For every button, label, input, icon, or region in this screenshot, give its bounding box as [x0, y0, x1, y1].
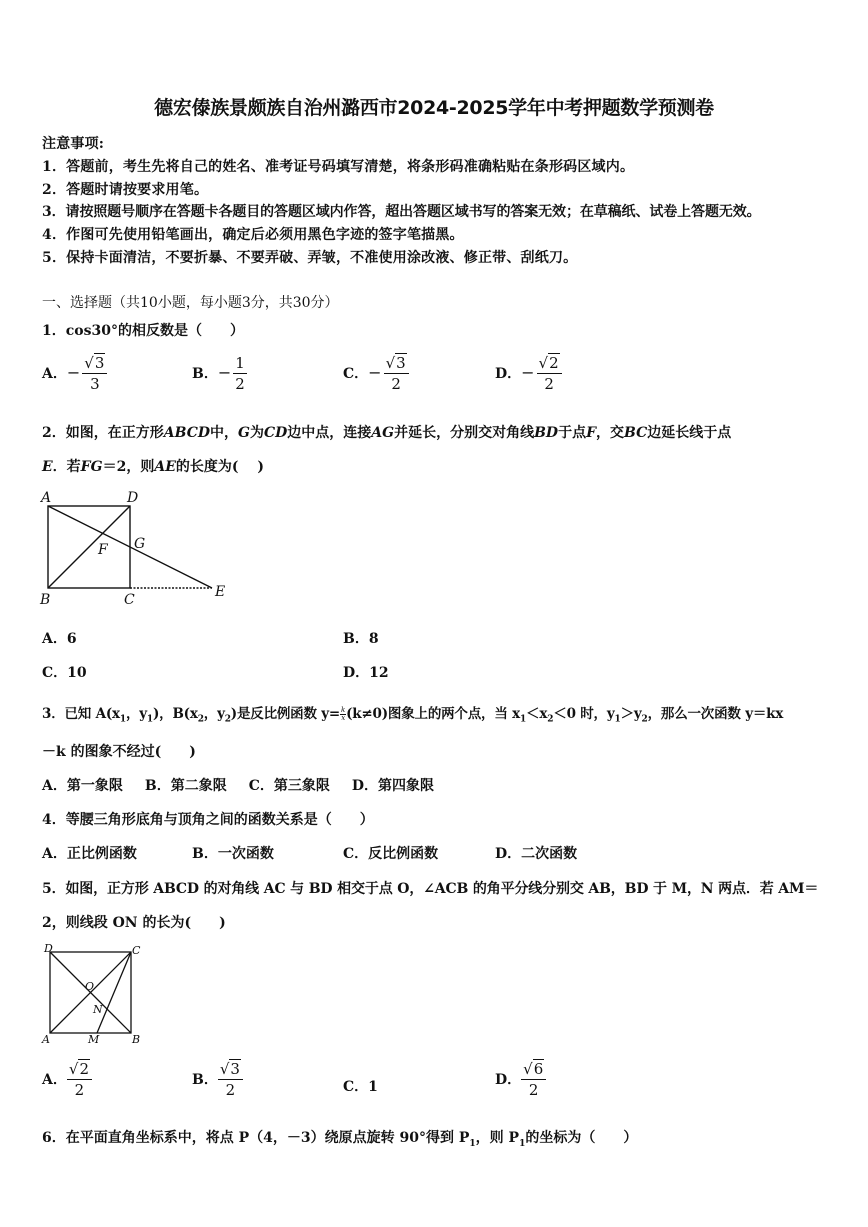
radicand: 3 — [94, 354, 105, 372]
sqrt-icon: √ — [68, 1060, 79, 1078]
question-3-line-2: －k 的图象不经过( ) — [42, 744, 196, 760]
q5-option-b: B． $\frac{√3}{2}$ — [192, 1062, 243, 1098]
question-1-stem: 1．cos30°的相反数是（ ） — [42, 323, 244, 339]
option-label: C． — [343, 366, 369, 382]
question-5-line-1: 5．如图，正方形 ABCD 的对角线 AC 与 BD 相交于点 O，∠ACB 的角平分线分别交 AB，BD 于 M，N 两点．若 AM＝ — [42, 881, 819, 897]
minus-sign: − — [66, 363, 81, 382]
question-3-line-1: 3．已知 $A(x_1$，$y_1$)，$B(x_2$，$y_2$)是反比例函数 y= $\frac{k}{x}$ (k≠0)图象上的两个点，当 $x_1<x_2<0$ 时，$y_1>y_2$，那么一次函数 y＝kx — [42, 706, 784, 725]
option-label: D． — [495, 366, 522, 382]
minus-sign: − — [368, 363, 382, 382]
label-g: G — [134, 536, 146, 552]
fraction — [233, 356, 247, 392]
q2-square-figure — [38, 486, 238, 611]
label-d: D — [127, 490, 139, 506]
fraction-k-over-x: $\frac{k}{x}$ — [341, 706, 346, 722]
diagonal-bd — [48, 506, 130, 588]
question-2-line-2: E．若FG＝2，则AE的长度为( ) — [42, 459, 264, 475]
q5-square-figure — [38, 940, 148, 1048]
q2-option-d: D．12 — [343, 665, 389, 681]
question-6-stem: 6．在平面直角坐标系中，将点 P（4，－3）绕原点旋转 90°得到 $P_1$，则 $P_1$的坐标为（ ） — [42, 1130, 638, 1149]
notice-item: 3．请按照题号顺序在答题卡各题目的答题区域内作答，超出答题区域书写的答案无效；在草稿纸、试卷上答题无效。 — [42, 204, 761, 220]
label-b: B — [132, 1033, 141, 1046]
radicand: 2 — [549, 354, 559, 372]
option-label: A． — [42, 366, 67, 382]
q1-option-c — [343, 356, 409, 392]
q2-option-a: A．6 — [42, 631, 77, 647]
bisector-cm — [97, 952, 131, 1033]
q5-option-a: A． $\frac{√2}{2}$ — [42, 1062, 92, 1098]
sqrt-icon: √ — [84, 354, 94, 372]
q4-option-a: A．正比例函数 — [42, 846, 137, 862]
q2-option-b: B．8 — [343, 631, 379, 647]
fraction: $\frac{√2}{2}$ — [67, 1062, 92, 1098]
option-label: B． — [192, 366, 218, 382]
notice-item: 1．答题前，考生先将自己的姓名、准考证号码填写清楚，将条形码准确粘贴在条形码区域内。 — [42, 159, 635, 175]
fraction — [82, 356, 107, 392]
q5-option-c: C．1 — [343, 1079, 378, 1095]
sqrt-icon: √ — [385, 354, 396, 372]
q3-options: A．第一象限 B．第二象限 C．第三象限 D．第四象限 — [42, 778, 435, 794]
sqrt-icon: √ — [219, 1060, 230, 1078]
page-title: 德宏傣族景颇族自治州潞西市2024-2025学年中考押题数学预测卷 — [154, 97, 714, 119]
denominator: 2 — [391, 375, 401, 393]
fraction — [537, 356, 562, 392]
denominator: 2 — [235, 375, 245, 393]
label-o: O — [85, 980, 95, 993]
label-a: A — [41, 490, 52, 506]
label-n: N — [93, 1003, 103, 1016]
q2-option-c: C．10 — [42, 665, 87, 681]
label-c: C — [124, 592, 135, 608]
question-5-line-2: 2，则线段 ON 的长为( ) — [42, 915, 226, 931]
sqrt-icon: √ — [523, 1060, 533, 1078]
notice-item: 5．保持卡面清洁，不要折暴、不要弄破、弄皱，不准使用涂改液、修正带、刮纸刀。 — [42, 250, 578, 266]
fraction — [384, 356, 409, 392]
fraction: $\frac{√3}{2}$ — [218, 1062, 243, 1098]
question-2-line-1: 2．如图，在正方形ABCD中，G为CD边中点，连接AG并延长，分别交对角线BD于点F，交BC边延长线于点 — [42, 425, 732, 441]
radicand: 3 — [396, 354, 406, 372]
q1-option-d — [495, 356, 562, 392]
question-4-stem: 4．等腰三角形底角与顶角之间的函数关系是（ ） — [42, 812, 374, 828]
q1-option-b — [192, 356, 247, 392]
minus-sign: − — [217, 363, 232, 382]
denominator: 3 — [90, 375, 100, 393]
notice-item: 2．答题时请按要求用笔。 — [42, 182, 209, 198]
q4-option-d: D．二次函数 — [495, 846, 578, 862]
q5-option-d: D． $\frac{√6}{2}$ — [495, 1062, 546, 1098]
label-e: E — [215, 584, 226, 600]
q4-option-c: C．反比例函数 — [343, 846, 439, 862]
section-heading: 一、选择题（共10小题，每小题3分，共30分） — [42, 295, 339, 311]
minus-sign: − — [521, 363, 535, 382]
notice-heading: 注意事项: — [42, 136, 105, 152]
denominator: 2 — [544, 375, 554, 393]
label-d: D — [44, 942, 53, 955]
q4-option-b: B．一次函数 — [192, 846, 274, 862]
label-b: B — [40, 592, 51, 608]
fraction: $\frac{√6}{2}$ — [521, 1062, 546, 1098]
label-f: F — [98, 542, 108, 558]
notice-item: 4．作图可先使用铅笔画出，确定后必须用黑色字迹的签字笔描黑。 — [42, 227, 464, 243]
label-c: C — [132, 944, 141, 957]
sqrt-icon: √ — [538, 354, 549, 372]
label-m: M — [88, 1033, 100, 1046]
label-a: A — [42, 1033, 50, 1046]
numerator: 1 — [235, 354, 245, 372]
q1-option-a — [42, 356, 107, 392]
